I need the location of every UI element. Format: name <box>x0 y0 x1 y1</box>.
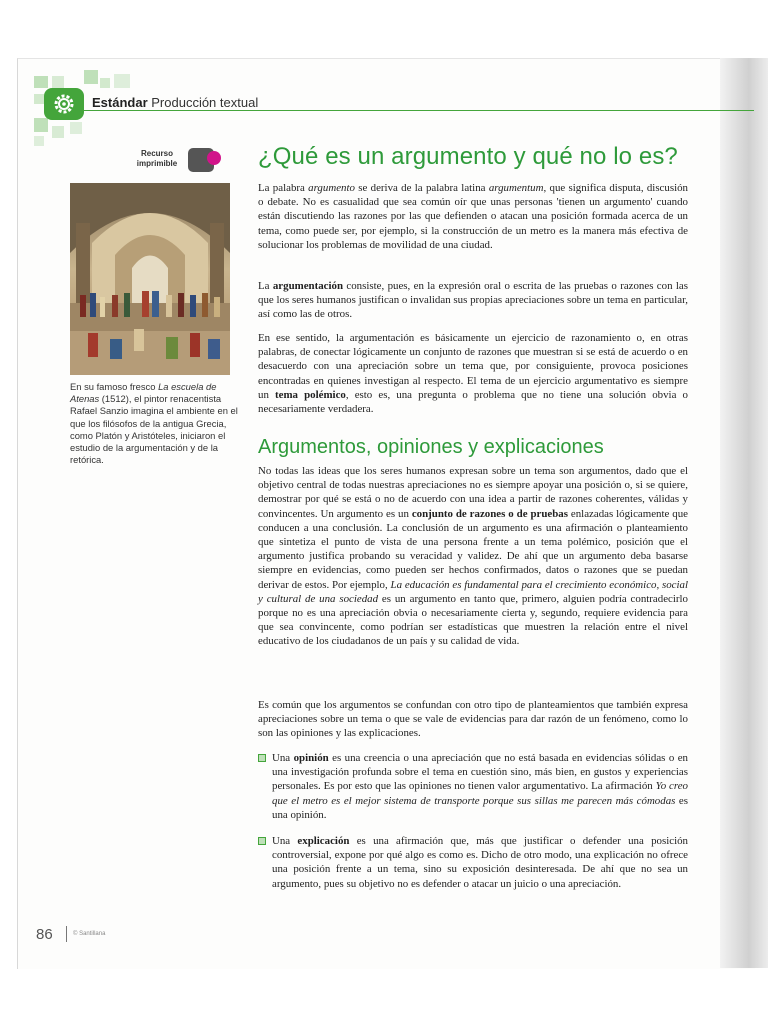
text: Una <box>272 835 298 847</box>
section-title: ¿Qué es un argumento y qué no lo es? <box>258 143 678 170</box>
page-number-divider <box>66 926 67 942</box>
deco-square <box>70 122 82 134</box>
bullet-square-icon <box>258 754 266 762</box>
italic-example: La educación es fundamental para el crecimiento económico, social y cultural de una sociedad <box>258 578 689 605</box>
deco-square <box>34 94 44 104</box>
bold-term: conjunto de razones o de pruebas <box>411 507 568 520</box>
text: , esto es, una pregunta o problema que no tiene una solución obvia o necesariamente verdadera. <box>258 388 688 416</box>
text: se deriva de la palabra latina <box>354 182 489 194</box>
text: es una creencia o una apreciación que no está basada en evidencias sólidas o en una investigación profunda sobre el tema en cuestión sino, más bien, en gustos y experiencias personales. Es por esto que las opiniones no tienen valor argumentativo. La afirmación <box>272 752 688 793</box>
standard-header <box>92 95 258 110</box>
standard-topic: Producción textual <box>147 95 259 110</box>
deco-square <box>34 136 44 146</box>
bold-term: tema polémico <box>275 388 346 401</box>
text: enlazadas lógicamente que conducen a una conclusión. La conclusión de un argumento es una afirmación o planteamiento que sintetiza el punto de vista de una persona frente a un tema polémico, posición que el argumento justifica probando su veracidad y validez. De ahí que un argumento deba basarse siempre en evidencias, como pueden ser hechos confirmados, datos o razones que se puedan derivar de estos. Por ejemplo, <box>258 507 689 591</box>
italic-example: Yo creo que el metro es el mejor sistema de transporte porque sus sillas me parecen más cómodas <box>272 780 689 807</box>
bullet-square-icon <box>258 837 266 845</box>
publisher-brand: © Santillana <box>73 931 106 937</box>
text: La palabra <box>258 182 309 194</box>
italic-term: argumentum <box>488 182 544 194</box>
caption-text: (1512), el pintor renacentista Rafael Sanzio imagina el ambiente en el que los filósofos de la antigua Grecia, como Platón y Aristóteles, iniciaron el estudio de la argumentación y de la retórica. <box>70 393 238 466</box>
paragraph-argument-definition <box>258 181 688 252</box>
caption-text: En su famoso fresco <box>70 381 159 392</box>
page-number: 86 <box>36 926 53 943</box>
text: es una afirmación que, más que justificar o defender una posición controversial, expone por qué algo es como es. Dicho de otro modo, una explicación no ofrece una posición frente a un tema, sino su exposición desinteresada. De ahí que no sea un argumento, pues su objetivo no es defender o atacar un juicio o una apreciación. <box>272 835 688 890</box>
italic-term: argumento <box>308 182 355 194</box>
caption-artwork-title: La escuela de Atenas <box>70 381 217 405</box>
deco-square <box>34 118 48 132</box>
text: No todas las ideas que los seres humanos expresan sobre un tema son argumentos, dado que el objetivo central de todas nuestras apreciaciones no es siempre apoyar una posición o, si se quiere, demostrar por qué se está o no de acuerdo con una idea a partir de razones coherentes, válidas y convincentes. Un argumento es un <box>258 465 688 520</box>
text: Una <box>272 752 294 764</box>
gear-icon <box>44 88 84 120</box>
section-subtitle: Argumentos, opiniones y explicaciones <box>258 436 604 458</box>
standard-label: Estándar <box>92 95 148 110</box>
bold-term: explicación <box>297 835 350 847</box>
deco-square <box>84 70 98 84</box>
deco-square <box>100 78 110 88</box>
bold-term: opinión <box>293 752 329 764</box>
bullet-text <box>272 834 688 891</box>
text: consiste, pues, en la expresión oral o escrita de las pruebas o razones con las que los seres humanos justifican o invalidan sus propias apreciaciones sobre un tema en particular, así como las de otros. <box>258 280 688 321</box>
deco-square <box>52 76 64 88</box>
deco-square <box>114 74 130 88</box>
paragraph-arguments <box>258 464 688 649</box>
school-of-athens-image <box>70 183 230 375</box>
printer-icon <box>188 148 214 172</box>
paragraph-confusion: Es común que los argumentos se confundan con otro tipo de planteamientos que también expresa apreciaciones sobre un tema o que se vale de evidencias para dar razón de un fenómeno, como lo son las opiniones y las explicaciones. <box>258 699 688 740</box>
text: , que significa disputa, discusión o debate. No es casualidad que sea común oír que unas personas 'tienen un argumento' cuando están discutiendo las razones por las que defienden o atacan una posición formada acerca de un tema, como puede ser, por ejemplo, si la construcción de un metro es la manera más efectiva de solucionar los problemas de movilidad de una ciudad. <box>258 182 688 251</box>
deco-square <box>52 126 64 138</box>
header-rule <box>84 110 754 111</box>
printable-resource-button[interactable] <box>128 146 228 176</box>
printable-resource-label: Recurso imprimible <box>136 149 178 168</box>
bold-term: argumentación <box>272 280 344 292</box>
image-caption <box>70 381 242 466</box>
bullet-explanation <box>258 834 688 891</box>
paragraph-reasoning <box>258 331 688 416</box>
paragraph-argumentation <box>258 279 688 322</box>
text: La <box>258 280 273 292</box>
text: En ese sentido, la argumentación es básicamente un ejercicio de razonamiento o, en otras palabras, de conectar lógicamente un conjunto de razones que muestran si se está de acuerdo o en desacuerdo con una apreciación sobre un tema que, por consiguiente, provoca posiciones encontradas en quienes investigan al respecto. El tema de un ejercicio argumentativo es siempre un <box>258 332 688 401</box>
bullet-text <box>272 751 688 822</box>
deco-square <box>34 76 48 88</box>
bullet-opinion <box>258 751 688 822</box>
book-spine-shadow <box>720 58 768 968</box>
text: es un argumento en tanto que, primero, alguien podría contradecirlo porque no es una apreciación obvia o necesariamente cierta y, segundo, requiere evidencia para que sea convincente, como podrían ser estadísticas que muestren la relación entre el nivel educativo de los ciudadanos de un país y su calidad de vida. <box>258 592 688 648</box>
text: es una opinión. <box>272 794 689 821</box>
